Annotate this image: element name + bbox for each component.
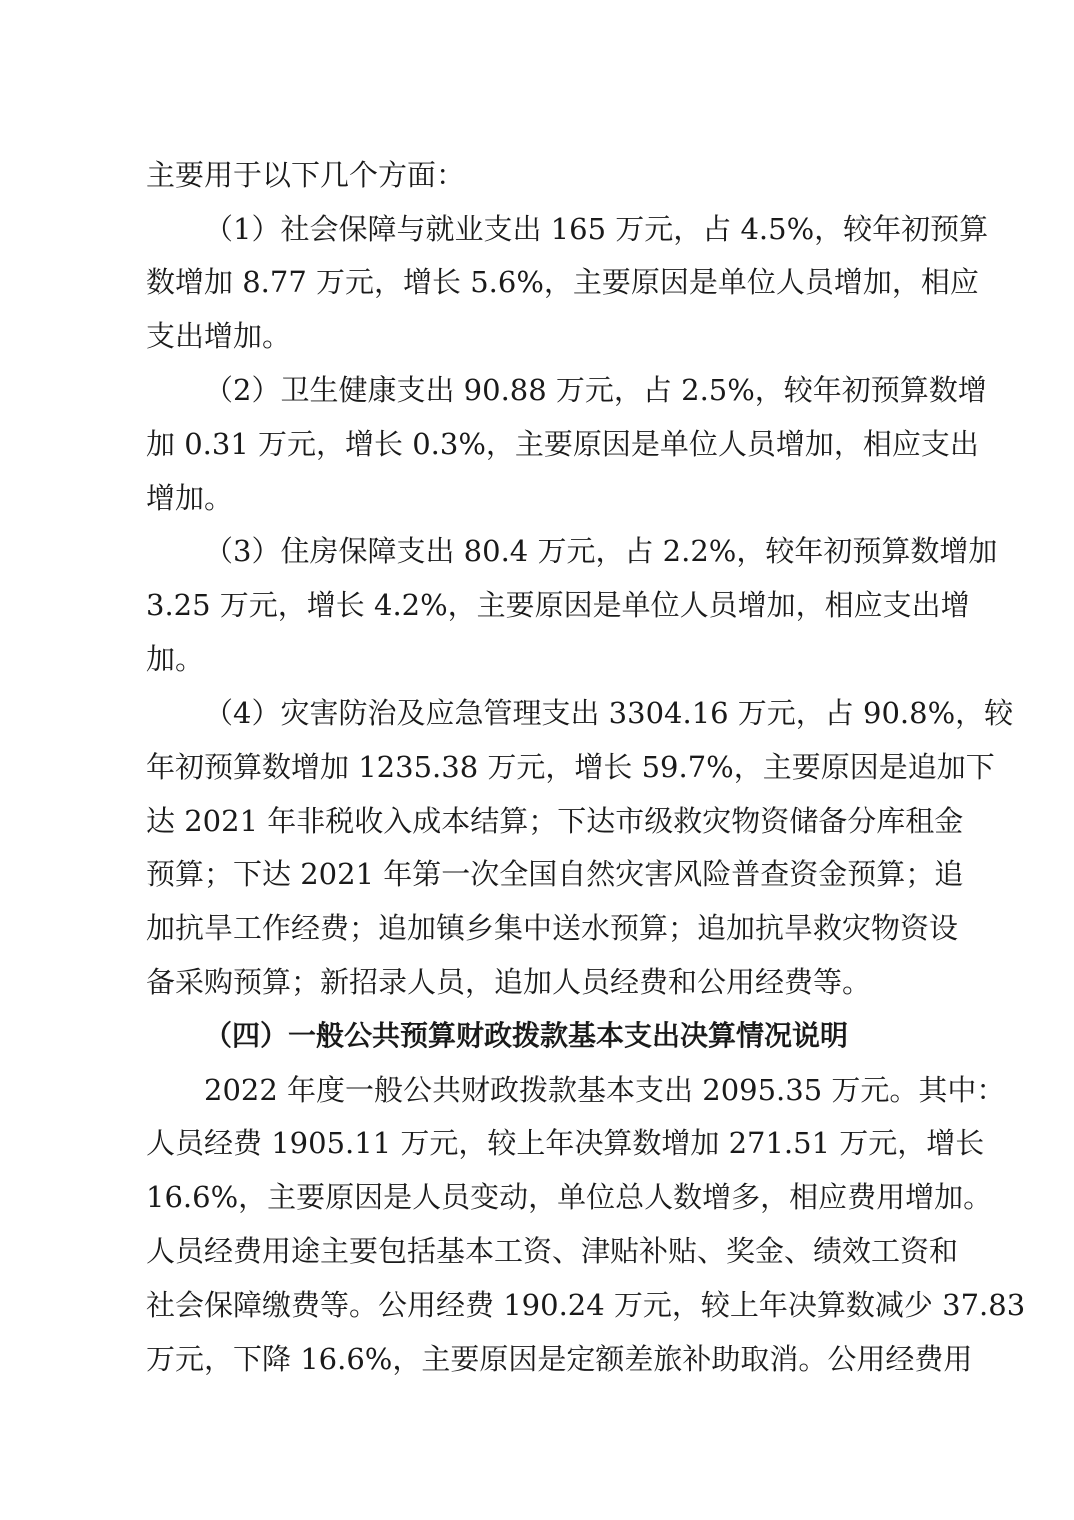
- text-line: 3.25 万元，增长 4.2%，主要原因是单位人员增加，相应支出增: [146, 588, 970, 622]
- text-line: 主要用于以下几个方面：: [146, 158, 466, 192]
- text-line: 加抗旱工作经费；追加镇乡集中送水预算；追加抗旱救灾物资设: [146, 911, 959, 945]
- text-line: 加 0.31 万元，增长 0.3%，主要原因是单位人员增加，相应支出: [146, 427, 979, 461]
- text-line: 2022 年度一般公共财政拨款基本支出 2095.35 万元。其中：: [204, 1073, 1006, 1107]
- text-line: 社会保障缴费等。公用经费 190.24 万元，较上年决算数减少 37.83: [146, 1288, 1026, 1322]
- text-line: 人员经费 1905.11 万元，较上年决算数增加 271.51 万元，增长: [146, 1126, 985, 1160]
- text-line: （2）卫生健康支出 90.88 万元，占 2.5%，较年初预算数增: [204, 373, 987, 407]
- text-line: 达 2021 年非税收入成本结算；下达市级救灾物资储备分库租金: [146, 804, 964, 838]
- text-line: 年初预算数增加 1235.38 万元，增长 59.7%，主要原因是追加下: [146, 750, 995, 784]
- text-line: 数增加 8.77 万元，增长 5.6%，主要原因是单位人员增加，相应: [146, 265, 979, 299]
- text-line: 加。: [146, 642, 205, 676]
- text-line: 16.6%，主要原因是人员变动，单位总人数增多，相应费用增加。: [146, 1180, 993, 1214]
- text-line: 预算；下达 2021 年第一次全国自然灾害风险普查资金预算；追: [146, 857, 964, 891]
- text-line: 备采购预算；新招录人员，追加人员经费和公用经费等。: [146, 965, 872, 999]
- text-line: 支出增加。: [146, 319, 292, 353]
- text-line: 万元，下降 16.6%，主要原因是定额差旅补助取消。公用经费用: [146, 1342, 973, 1376]
- text-line: 增加。: [146, 481, 234, 515]
- text-line: （4）灾害防治及应急管理支出 3304.16 万元，占 90.8%，较: [204, 696, 1014, 730]
- section-heading: （四）一般公共预算财政拨款基本支出决算情况说明: [204, 1019, 849, 1052]
- text-line: （1）社会保障与就业支出 165 万元，占 4.5%，较年初预算: [204, 212, 989, 246]
- text-line: 人员经费用途主要包括基本工资、津贴补贴、奖金、绩效工资和: [146, 1234, 959, 1268]
- text-line: （3）住房保障支出 80.4 万元，占 2.2%，较年初预算数增加: [204, 534, 998, 568]
